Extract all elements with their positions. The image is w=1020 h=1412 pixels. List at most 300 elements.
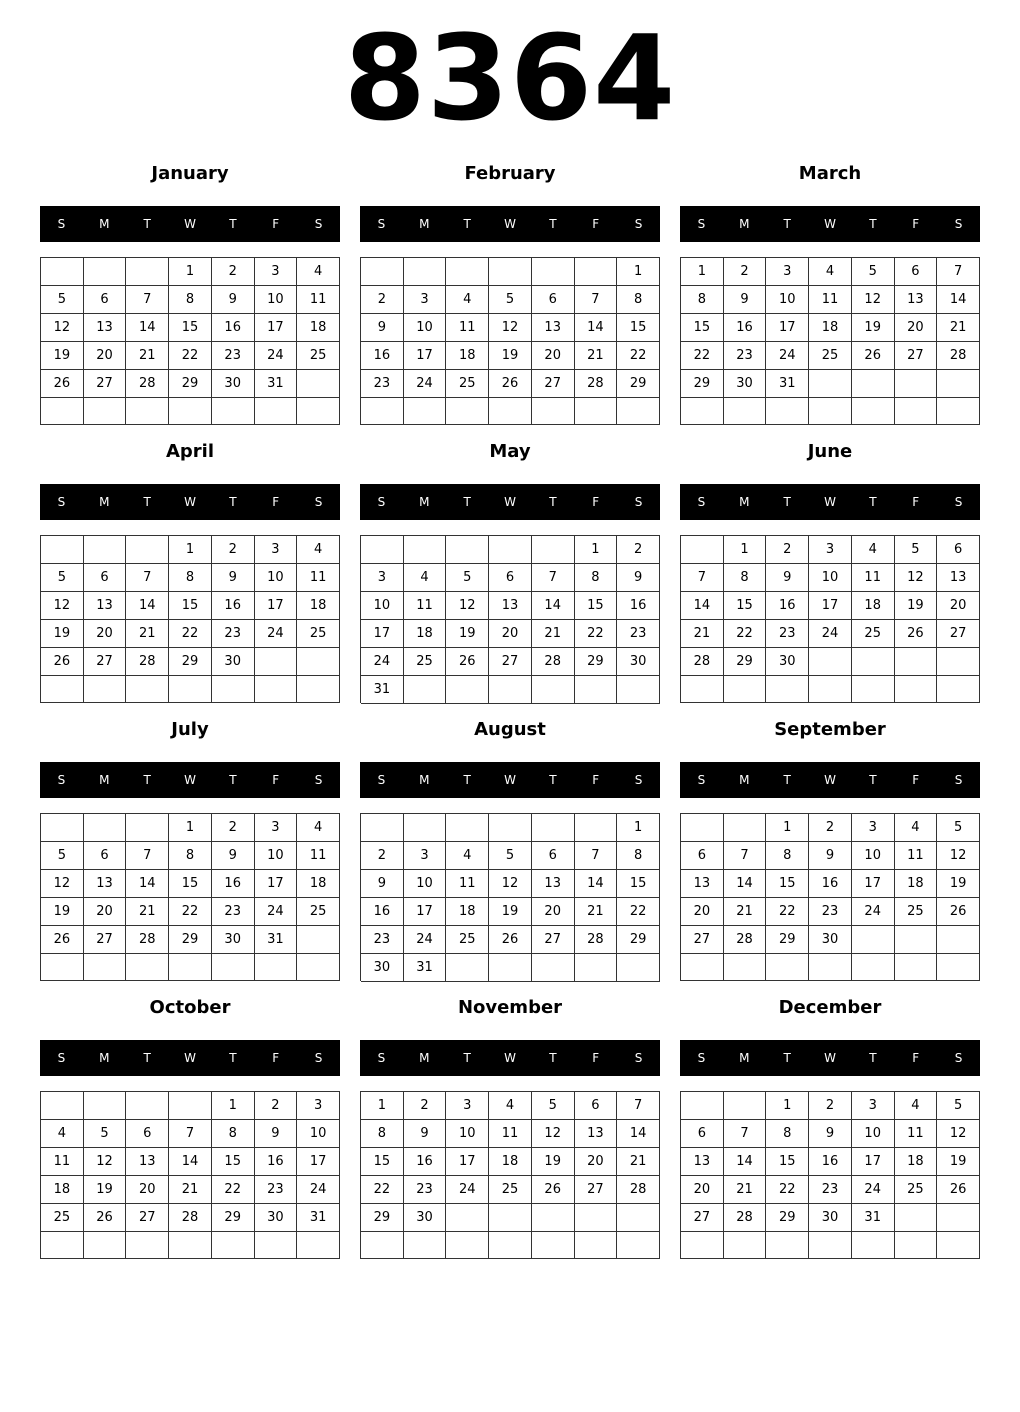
weekday-label: S [377,495,386,509]
day-cell: 10 [766,286,809,314]
day-cell: 23 [617,620,660,648]
day-cell: 12 [937,1120,980,1148]
day-cell: 30 [361,954,404,982]
day-cell [766,954,809,981]
day-cell: 12 [937,842,980,870]
day-cell: 11 [297,842,340,870]
month-name: June [807,441,853,462]
day-cell: 15 [361,1148,404,1176]
day-cell: 14 [681,592,724,620]
weekday-label: T [783,1051,791,1065]
day-cell: 22 [169,620,212,648]
weekday-label: T [869,217,877,231]
day-cell [809,398,852,425]
day-cell: 26 [852,342,895,370]
day-cell: 3 [404,842,447,870]
day-cell: 19 [84,1176,127,1204]
day-cell: 1 [575,536,618,564]
weekday-label: T [869,1051,877,1065]
day-cell: 29 [766,926,809,954]
weekday-label: F [592,217,600,231]
weekday-label: T [549,773,557,787]
day-cell: 25 [489,1176,532,1204]
day-cell: 20 [489,620,532,648]
day-cell [489,398,532,425]
weekday-label: S [314,217,323,231]
day-cell: 20 [681,898,724,926]
day-cell: 30 [809,1204,852,1232]
day-cell [446,398,489,425]
day-cell: 14 [126,592,169,620]
day-cell [212,1232,255,1259]
day-cell: 8 [724,564,767,592]
day-cell [937,1204,980,1232]
day-cell: 11 [895,1120,938,1148]
day-cell [681,536,724,564]
day-cell: 22 [169,342,212,370]
weekday-label: M [99,217,110,231]
day-cell [489,1204,532,1232]
day-cell: 7 [169,1120,212,1148]
day-cell: 5 [895,536,938,564]
month-december [680,994,980,1262]
day-cell [852,398,895,425]
day-cell [895,676,938,703]
day-cell: 16 [361,342,404,370]
day-cell [532,536,575,564]
day-cell: 17 [255,592,298,620]
weekday-label: T [549,495,557,509]
day-cell: 31 [852,1204,895,1232]
day-cell [255,954,298,981]
day-cell: 13 [681,870,724,898]
day-cell: 5 [41,286,84,314]
day-cell: 31 [361,676,404,704]
day-cell: 25 [404,648,447,676]
weekday-label: T [229,495,237,509]
weekday-label: F [592,1051,600,1065]
day-cell: 22 [212,1176,255,1204]
day-cell: 3 [766,258,809,286]
day-cell: 13 [532,314,575,342]
day-cell [361,398,404,425]
day-cell: 16 [724,314,767,342]
day-cell: 13 [937,564,980,592]
day-cell: 3 [361,564,404,592]
day-cell [41,536,84,564]
day-cell: 18 [297,592,340,620]
day-cell [404,676,447,704]
month-name: September [774,719,886,740]
day-cell: 6 [681,842,724,870]
day-grid [680,257,980,425]
day-cell: 18 [852,592,895,620]
month-february [360,160,660,428]
day-cell: 20 [84,342,127,370]
day-cell: 26 [41,370,84,398]
weekday-label: W [504,1051,516,1065]
weekday-label: S [377,1051,386,1065]
day-cell [297,926,340,954]
day-cell: 11 [297,286,340,314]
day-cell: 20 [895,314,938,342]
day-cell: 27 [575,1176,618,1204]
day-cell: 21 [126,898,169,926]
day-cell [404,814,447,842]
day-cell: 23 [361,370,404,398]
day-cell: 13 [84,592,127,620]
day-cell: 10 [255,286,298,314]
day-cell: 23 [212,898,255,926]
day-cell [446,536,489,564]
month-august [360,716,660,984]
day-cell: 25 [297,898,340,926]
day-cell: 14 [617,1120,660,1148]
day-cell: 30 [212,648,255,676]
day-cell: 29 [681,370,724,398]
day-cell: 21 [169,1176,212,1204]
day-cell [212,398,255,425]
day-cell: 6 [575,1092,618,1120]
day-cell: 22 [169,898,212,926]
weekday-label: T [549,217,557,231]
weekday-label: T [463,217,471,231]
day-cell: 2 [809,814,852,842]
day-cell: 26 [41,926,84,954]
weekday-header-bar [360,484,660,520]
day-cell: 18 [297,870,340,898]
day-cell: 6 [532,286,575,314]
day-cell: 29 [169,926,212,954]
day-cell: 7 [724,1120,767,1148]
day-cell: 8 [212,1120,255,1148]
day-cell: 30 [617,648,660,676]
day-cell: 28 [724,926,767,954]
month-name: November [457,997,563,1018]
day-cell: 23 [809,1176,852,1204]
day-cell: 24 [255,342,298,370]
day-cell: 24 [297,1176,340,1204]
weekday-label: W [824,1051,836,1065]
weekday-label: T [229,217,237,231]
day-cell: 19 [446,620,489,648]
day-cell: 8 [617,842,660,870]
day-cell: 21 [937,314,980,342]
day-cell: 5 [532,1092,575,1120]
day-cell [852,648,895,676]
day-cell [895,954,938,981]
day-cell: 4 [297,258,340,286]
day-cell [404,258,447,286]
day-cell: 23 [255,1176,298,1204]
day-cell [681,398,724,425]
day-cell: 5 [41,564,84,592]
day-cell: 1 [169,814,212,842]
day-cell [84,814,127,842]
weekday-label: F [272,495,280,509]
day-cell [126,676,169,703]
day-cell: 6 [84,286,127,314]
day-cell [681,1092,724,1120]
day-cell: 20 [937,592,980,620]
day-cell: 6 [681,1120,724,1148]
weekday-label: F [272,1051,280,1065]
day-cell: 8 [169,842,212,870]
day-cell [809,954,852,981]
day-cell: 19 [41,898,84,926]
day-cell: 17 [852,1148,895,1176]
day-cell [724,814,767,842]
day-cell: 25 [297,342,340,370]
day-cell: 2 [255,1092,298,1120]
day-cell [575,258,618,286]
day-cell [41,1092,84,1120]
day-cell [404,536,447,564]
weekday-label: M [739,773,750,787]
day-cell: 2 [724,258,767,286]
day-cell: 14 [532,592,575,620]
day-cell: 18 [895,1148,938,1176]
day-cell [575,1204,618,1232]
weekday-label: F [912,495,920,509]
weekday-label: M [99,1051,110,1065]
day-cell [724,398,767,425]
day-cell [489,954,532,982]
day-cell [297,1232,340,1259]
day-cell: 25 [895,1176,938,1204]
day-cell: 16 [766,592,809,620]
day-cell: 11 [446,870,489,898]
day-cell: 3 [446,1092,489,1120]
weekday-label: S [314,1051,323,1065]
day-cell: 19 [852,314,895,342]
day-cell [255,648,298,676]
day-cell: 17 [404,898,447,926]
weekday-label: W [824,495,836,509]
day-cell [937,648,980,676]
day-cell: 9 [361,314,404,342]
day-cell: 12 [41,870,84,898]
day-cell: 13 [575,1120,618,1148]
day-cell [126,954,169,981]
day-cell [126,398,169,425]
day-cell: 5 [446,564,489,592]
day-cell: 20 [575,1148,618,1176]
day-cell: 28 [169,1204,212,1232]
day-cell [446,258,489,286]
day-cell: 24 [255,898,298,926]
day-grid [40,257,340,425]
day-cell [681,954,724,981]
weekday-label: T [463,773,471,787]
day-cell: 9 [617,564,660,592]
day-cell: 15 [575,592,618,620]
weekday-label: S [697,773,706,787]
day-cell [937,676,980,703]
day-cell [937,926,980,954]
weekday-label: M [419,217,430,231]
day-cell: 12 [446,592,489,620]
day-cell: 22 [681,342,724,370]
day-cell: 21 [575,342,618,370]
day-cell [297,648,340,676]
day-cell: 12 [895,564,938,592]
weekday-label: T [229,773,237,787]
day-cell: 9 [404,1120,447,1148]
day-cell: 9 [809,842,852,870]
day-cell: 10 [297,1120,340,1148]
day-cell: 5 [489,842,532,870]
day-cell: 16 [212,314,255,342]
day-cell [126,1092,169,1120]
day-cell: 17 [361,620,404,648]
day-cell [169,1232,212,1259]
day-cell: 1 [169,258,212,286]
day-cell: 14 [169,1148,212,1176]
day-cell: 12 [489,870,532,898]
day-cell [84,954,127,981]
weekday-header-bar [680,484,980,520]
day-cell: 14 [575,870,618,898]
day-cell: 21 [575,898,618,926]
day-cell: 20 [126,1176,169,1204]
day-cell: 7 [681,564,724,592]
day-cell: 19 [489,898,532,926]
day-cell [297,954,340,981]
weekday-label: T [143,217,151,231]
day-cell: 8 [766,1120,809,1148]
weekday-label: S [377,217,386,231]
day-cell: 15 [169,870,212,898]
day-cell: 6 [126,1120,169,1148]
day-cell: 11 [809,286,852,314]
day-cell: 11 [404,592,447,620]
day-cell: 27 [532,926,575,954]
day-cell: 24 [255,620,298,648]
day-cell: 16 [255,1148,298,1176]
day-cell [84,1092,127,1120]
day-cell: 24 [404,370,447,398]
day-cell: 9 [724,286,767,314]
day-cell: 18 [809,314,852,342]
month-september [680,716,980,984]
weekday-label: M [739,217,750,231]
day-cell: 9 [255,1120,298,1148]
day-cell [489,676,532,704]
day-cell: 18 [895,870,938,898]
day-cell [852,954,895,981]
day-cell: 30 [255,1204,298,1232]
day-cell [766,398,809,425]
day-cell [617,954,660,982]
day-cell: 26 [532,1176,575,1204]
day-cell [361,1232,404,1259]
day-cell: 25 [809,342,852,370]
day-cell: 7 [126,842,169,870]
day-cell [575,1232,618,1259]
weekday-label: S [954,495,963,509]
day-cell: 1 [724,536,767,564]
day-cell: 12 [41,592,84,620]
month-name: July [171,719,209,740]
day-cell: 31 [766,370,809,398]
day-cell [575,814,618,842]
day-cell [489,814,532,842]
day-cell: 25 [41,1204,84,1232]
day-cell: 28 [126,370,169,398]
day-cell: 10 [404,870,447,898]
day-cell [41,398,84,425]
day-cell [255,1232,298,1259]
day-cell: 5 [937,1092,980,1120]
day-cell: 24 [404,926,447,954]
day-cell: 12 [532,1120,575,1148]
weekday-label: W [504,495,516,509]
day-cell [212,676,255,703]
weekday-label: T [783,773,791,787]
day-cell: 30 [212,370,255,398]
day-cell: 21 [681,620,724,648]
weekday-label: F [272,217,280,231]
month-name: January [151,163,229,184]
day-cell [852,370,895,398]
day-cell: 26 [489,926,532,954]
weekday-label: W [184,495,196,509]
day-cell: 19 [489,342,532,370]
weekday-label: S [57,495,66,509]
day-cell [446,814,489,842]
day-cell: 10 [255,564,298,592]
weekday-label: M [99,495,110,509]
weekday-label: F [272,773,280,787]
day-cell [532,954,575,982]
day-cell [297,398,340,425]
day-cell [617,1232,660,1259]
day-cell: 29 [575,648,618,676]
day-cell: 21 [126,620,169,648]
day-cell [361,258,404,286]
day-cell: 23 [212,620,255,648]
day-cell: 16 [809,1148,852,1176]
weekday-header-bar [680,1040,980,1076]
day-cell: 28 [126,648,169,676]
weekday-header-bar [40,206,340,242]
day-cell: 4 [297,814,340,842]
day-cell [532,398,575,425]
day-cell: 9 [212,286,255,314]
month-name: April [165,441,215,462]
day-cell: 13 [532,870,575,898]
day-cell: 17 [809,592,852,620]
weekday-label: F [912,217,920,231]
day-cell: 2 [361,286,404,314]
day-cell: 27 [84,926,127,954]
day-cell: 29 [724,648,767,676]
day-cell: 10 [852,842,895,870]
day-cell: 8 [169,286,212,314]
day-cell: 31 [297,1204,340,1232]
day-cell: 15 [766,1148,809,1176]
day-cell: 27 [895,342,938,370]
day-cell: 2 [809,1092,852,1120]
day-cell: 28 [575,370,618,398]
day-cell: 19 [532,1148,575,1176]
day-cell: 11 [297,564,340,592]
day-cell: 29 [617,926,660,954]
day-cell: 23 [766,620,809,648]
day-cell [895,398,938,425]
year-title: 8364 [343,9,677,147]
